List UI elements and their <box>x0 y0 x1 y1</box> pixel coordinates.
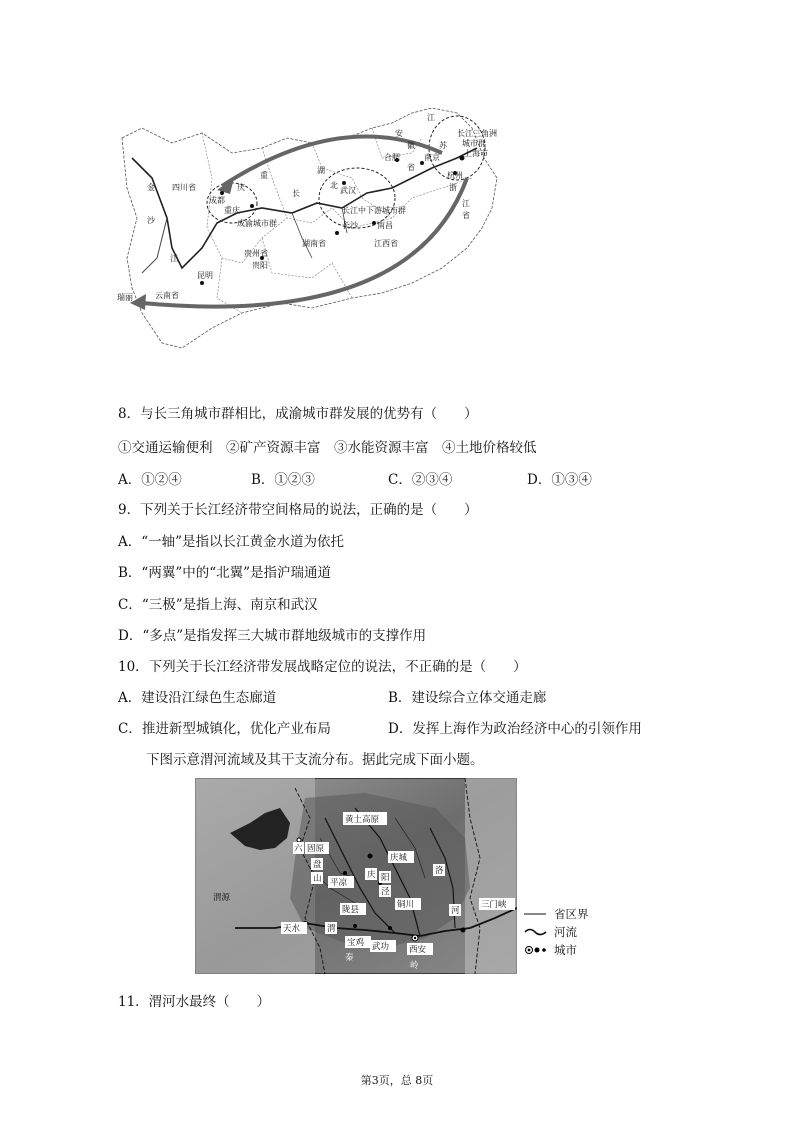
map1-label: 长江中下游城市群 <box>342 206 406 215</box>
map2-label: 庆城 <box>390 853 408 863</box>
map1-label: 长 <box>292 189 300 198</box>
map2-label: 西安 <box>409 945 427 955</box>
map2-label: 固原 <box>307 844 325 854</box>
map1-label: 徽 <box>407 141 415 150</box>
map1-label: 合肥 <box>384 153 400 162</box>
map1-label: 瑞丽 <box>117 293 133 302</box>
q9-option-d: D．“多点”是指发挥三大城市群地级城市的支撑作用 <box>118 628 427 644</box>
q9-option-c: C．“三极”是指上海、南京和武汉 <box>118 597 318 613</box>
question-8-statements: ①交通运输便利 ②矿产资源丰富 ③水能资源丰富 ④土地价格较低 <box>118 440 537 456</box>
map1-label: 金 <box>147 183 155 192</box>
map1-label: 湖南省 <box>302 239 326 248</box>
map1-label: 重庆 <box>224 206 240 215</box>
map2-label: 天水 <box>283 924 301 934</box>
legend-city-label: 城市 <box>554 943 577 957</box>
map1-label: 成渝城市群 <box>237 219 277 228</box>
map1-label: 庆 <box>237 183 245 192</box>
map2-label: 盘 <box>313 860 322 870</box>
q10-option-d: D．发挥上海作为政治经济中心的引领作用 <box>388 721 642 737</box>
map1-label: 杭州 <box>447 171 463 180</box>
map1-label: 长沙 <box>342 221 358 230</box>
map1-label: 省 <box>462 211 470 220</box>
q9-option-a: A．“一轴”是指以长江黄金水道为依托 <box>118 534 345 550</box>
map2-label: 河 <box>451 906 460 916</box>
map2-label: 武功 <box>372 942 390 952</box>
map2-label: 庆 <box>367 870 376 880</box>
border-line-icon <box>524 912 548 916</box>
map2-label: 洛 <box>435 866 444 876</box>
map2-label: 陇县 <box>342 905 360 915</box>
map2-label: 黄土高原 <box>345 815 380 825</box>
legend-border <box>524 906 604 924</box>
map1-label: 贵州省 <box>244 249 268 258</box>
map1-label: 浙 <box>449 183 457 192</box>
yangtze-economic-belt-map <box>112 98 502 358</box>
q8-option-a: A．①②④ <box>118 472 182 488</box>
question-10-stem: 10．下列关于长江经济带发展战略定位的说法，不正确的是（ ） <box>118 659 527 675</box>
map1-label: 贵阳 <box>252 261 268 270</box>
map2-label: 铜川 <box>397 900 415 910</box>
q10-option-a: A．建设沿江绿色生态廊道 <box>118 690 277 706</box>
map1-label: 长江三角洲 <box>457 129 497 138</box>
map1-label: 南昌 <box>377 221 393 230</box>
map1-label: 四川省 <box>172 183 196 192</box>
map1-label: 省 <box>407 163 415 172</box>
question-8-stem: 8．与长三角城市群相比，成渝城市群发展的优势有（ ） <box>118 406 478 422</box>
map2-label: 渭源 <box>213 893 231 903</box>
q8-option-b: B．①②③ <box>251 472 315 488</box>
legend-river <box>524 924 604 942</box>
map2-label: 三门峡 <box>481 900 507 910</box>
map1-label: 重 <box>260 171 268 180</box>
map2-label: 平凉 <box>330 878 348 888</box>
map1-label: 苏 <box>439 141 447 150</box>
legend-river-label: 河流 <box>554 925 577 939</box>
map2-legend <box>524 906 604 960</box>
map2-label: 渭 <box>327 924 336 934</box>
map2-label: 秦 <box>345 953 354 963</box>
q8-option-d: D．①③④ <box>527 472 592 488</box>
map1-label: 江 <box>462 199 470 208</box>
map1-label: 上海市 <box>464 149 488 158</box>
question-11-stem: 11．渭河水最终（ ） <box>118 994 271 1010</box>
map2-label: 宝鸡 <box>347 938 365 948</box>
map2-label: 六 <box>294 844 303 854</box>
q8-option-c: C．②③④ <box>388 472 453 488</box>
map1-label: 沙 <box>147 216 155 225</box>
q9-option-b: B．“两翼”中的“北翼”是指沪瑞通道 <box>118 565 332 581</box>
map1-label: 云南省 <box>155 291 179 300</box>
map2-intro: 下图示意渭河流域及其干支流分布。据此完成下面小题。 <box>146 752 484 768</box>
city-icon <box>524 945 550 955</box>
map2-label: 岭 <box>410 961 419 971</box>
map1-label: 昆明 <box>197 271 213 280</box>
map1-label: 湖 <box>317 166 325 175</box>
map1-label: 安 <box>395 129 403 138</box>
map2-label: 泾 <box>381 887 390 897</box>
map2-label: 山 <box>313 874 322 884</box>
map1-label: 城市群 <box>462 139 486 148</box>
q10-option-c: C．推进新型城镇化，优化产业布局 <box>118 721 331 737</box>
q10-option-b: B．建设综合立体交通走廊 <box>388 690 547 706</box>
wei-river-basin-map <box>195 778 517 974</box>
legend-border-label: 省区界 <box>554 907 589 921</box>
map1-label: 江 <box>427 113 435 122</box>
map2-label: 阳 <box>381 873 390 883</box>
map1-label: 江西省 <box>374 239 398 248</box>
map1-label: 南京 <box>424 153 440 162</box>
map1-label: 成都 <box>209 196 225 205</box>
page-footer: 第3页，总 8页 <box>360 1074 434 1087</box>
map1-label: 武汉 <box>340 186 356 195</box>
legend-city <box>524 942 604 960</box>
map1-label: 北 <box>330 181 338 190</box>
question-9-stem: 9．下列关于长江经济带空间格局的说法，正确的是（ ） <box>118 502 478 518</box>
map1-label: 江 <box>170 254 178 263</box>
river-icon <box>524 927 548 937</box>
